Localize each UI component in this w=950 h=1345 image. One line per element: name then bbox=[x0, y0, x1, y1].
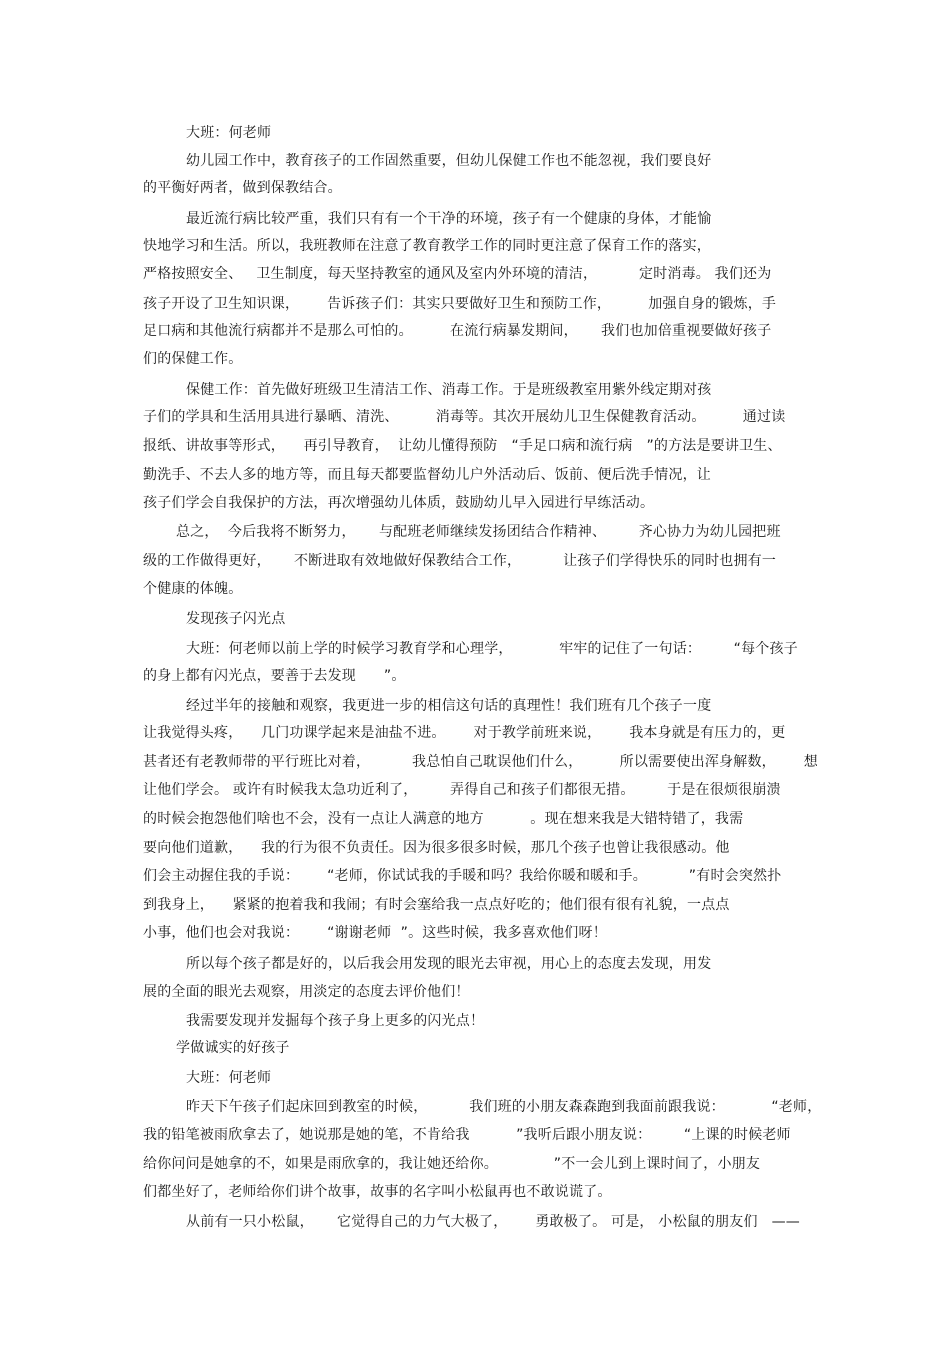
paragraph-line: 子们的学具和生活用具进行暴晒、清洗、 消毒等。其次开展幼儿卫生保健教育活动。 通过读 bbox=[143, 409, 786, 425]
section-heading: 发现孩子闪光点 bbox=[186, 611, 286, 627]
paragraph-line: 们会主动握住我的手说： “老师，你试试我的手暖和吗？我给你暖和暖和手。 ”有时会突然扑 bbox=[143, 868, 782, 884]
paragraph-line: 从前有一只小松鼠， 它觉得自己的力气大极了， 勇敢极了。 可是， 小松鼠的朋友们 —— bbox=[186, 1214, 801, 1230]
byline: 大班：何老师 bbox=[186, 125, 272, 141]
paragraph-line: 报纸、讲故事等形式， 再引导教育， 让幼儿懂得预防 “手足口病和流行病 ”的方法是要讲卫生、 bbox=[143, 438, 782, 454]
paragraph-line: 快地学习和生活。所以，我班教师在注意了教育教学工作的同时更注意了保育工作的落实， bbox=[143, 238, 711, 254]
paragraph-line: 昨天下午孩子们起床回到教室的时候， 我们班的小朋友森森跑到我面前跟我说： “老师， bbox=[186, 1099, 822, 1115]
paragraph-line: 孩子开设了卫生知识课， 告诉孩子们：其实只要做好卫生和预防工作， 加强自身的锻炼，手 bbox=[143, 296, 777, 312]
paragraph-line: 保健工作：首先做好班级卫生清洁工作、消毒工作。于是班级教室用紫外线定期对孩 bbox=[186, 382, 712, 398]
paragraph-line: 给你问问是她拿的不，如果是雨欣拿的，我让她还给你。 ”不一会儿到上课时间了，小朋友 bbox=[143, 1156, 761, 1172]
paragraph-line: 的平衡好两者，做到保教结合。 bbox=[143, 180, 342, 196]
paragraph-line: 足口病和其他流行病都并不是那么可怕的。 在流行病暴发期间， 我们也加倍重视要做好孩子 bbox=[143, 323, 772, 339]
paragraph-line: 大班：何老师以前上学的时候学习教育学和心理学， 牢牢的记住了一句话： “每个孩子 bbox=[186, 641, 798, 657]
paragraph-line: 们都坐好了，老师给你们讲个故事，故事的名字叫小松鼠再也不敢说谎了。 bbox=[143, 1184, 612, 1200]
paragraph-line: 严格按照安全、 卫生制度，每天坚持教室的通风及室内外环境的清洁， 定时消毒。 我们还为 bbox=[143, 266, 772, 282]
paragraph-line: 的身上都有闪光点，要善于去发现 ”。 bbox=[143, 668, 406, 684]
paragraph-line: 到我身上， 紧紧的抱着我和我闹；有时会塞给我一点点好吃的；他们很有很有礼貌，一点点 bbox=[143, 897, 730, 913]
paragraph-line: 总之， 今后我将不断努力， 与配班老师继续发扬团结合作精神、 齐心协力为幼儿园把班 bbox=[176, 524, 781, 540]
paragraph-line: 让我觉得头疼， 几门功课学起来是油盐不进。 对于教学前班来说， 我本身就是有压力的，更 bbox=[143, 725, 786, 741]
paragraph-line: 的时候会抱怨他们啥也不会，没有一点让人满意的地方 。现在想来我是大错特错了，我需 bbox=[143, 811, 744, 827]
paragraph-line: 所以每个孩子都是好的，以后我会用发现的眼光去审视，用心上的态度去发现，用发 bbox=[186, 956, 712, 972]
paragraph-line: 个健康的体魄。 bbox=[143, 581, 243, 597]
paragraph-line: 幼儿园工作中，教育孩子的工作固然重要，但幼儿保健工作也不能忽视，我们要良好 bbox=[186, 153, 712, 169]
paragraph-line: 小事，他们也会对我说： “谢谢老师 ”。这些时候，我多喜欢他们呀！ bbox=[143, 925, 607, 941]
paragraph-line: 经过半年的接触和观察，我更进一步的相信这句话的真理性！我们班有几个孩子一度 bbox=[186, 698, 712, 714]
paragraph-line: 我需要发现并发掘每个孩子身上更多的闪光点！ bbox=[186, 1013, 485, 1029]
byline: 大班：何老师 bbox=[186, 1070, 272, 1086]
paragraph-line: 我的铅笔被雨欣拿去了，她说那是她的笔，不肯给我 ”我听后跟小朋友说： “上课的时候老师 bbox=[143, 1127, 791, 1143]
paragraph-line: 孩子们学会自我保护的方法，再次增强幼儿体质，鼓励幼儿早入园进行早练活动。 bbox=[143, 495, 655, 511]
paragraph-line: 甚者还有老教师带的平行班比对着， 我总怕自己耽误他们什么， 所以需要使出浑身解数， 想 bbox=[143, 754, 818, 770]
paragraph-line: 们的保健工作。 bbox=[143, 351, 243, 367]
paragraph-line: 展的全面的眼光去观察，用淡定的态度去评价他们！ bbox=[143, 984, 470, 1000]
paragraph-line: 要向他们道歉， 我的行为很不负责任。因为很多很多时候，那几个孩子也曾让我很感动。他 bbox=[143, 840, 730, 856]
paragraph-line: 级的工作做得更好， 不断进取有效地做好保教结合工作， 让孩子们学得快乐的同时也拥有一 bbox=[143, 553, 777, 569]
paragraph-line: 勤洗手、不去人多的地方等，而且每天都要监督幼儿户外活动后、饭前、便后洗手情况，让 bbox=[143, 467, 711, 483]
paragraph-line: 让他们学会。 或许有时候我太急功近利了， 弄得自己和孩子们都很无措。 于是在很烦很崩溃 bbox=[143, 782, 781, 798]
paragraph-line: 最近流行病比较严重，我们只有有一个干净的环境，孩子有一个健康的身体，才能愉 bbox=[186, 211, 712, 227]
section-heading: 学做诚实的好孩子 bbox=[176, 1040, 290, 1056]
